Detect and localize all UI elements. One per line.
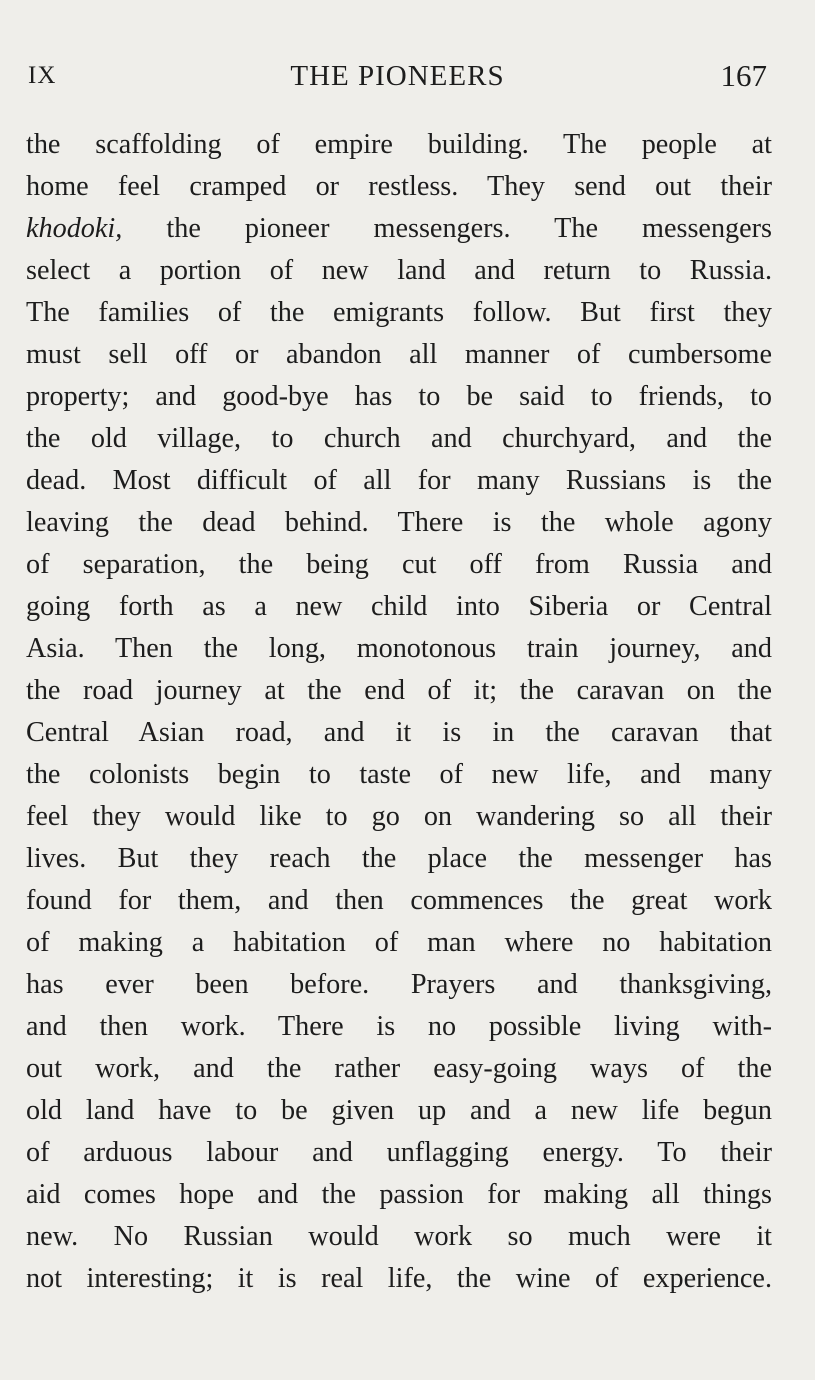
- text-line: not interesting; it is real life, the wine of experience.: [26, 1263, 772, 1294]
- text-line: must sell off or abandon all manner of cumbersome: [26, 339, 772, 370]
- text-line: of making a habitation of man where no habitation: [26, 927, 772, 958]
- chapter-number: IX: [28, 62, 57, 89]
- text-line: property; and good-bye has to be said to friends, to: [26, 381, 772, 412]
- text-line: new. No Russian would work so much were it: [26, 1221, 772, 1252]
- text-line: select a portion of new land and return to Russia.: [26, 255, 772, 286]
- text-line-rest: the pioneer messengers. The messengers: [166, 213, 773, 244]
- body-paragraph: [26, 124, 772, 1300]
- text-line: Central Asian road, and it is in the caravan that: [26, 717, 772, 748]
- text-line: the old village, to church and churchyard, and the: [26, 423, 772, 454]
- text-line: feel they would like to go on wandering so all their: [26, 801, 772, 832]
- text-line: out work, and the rather easy-going ways of the: [26, 1053, 772, 1084]
- text-line: old land have to be given up and a new life begun: [26, 1095, 772, 1126]
- text-line: aid comes hope and the passion for making all things: [26, 1179, 772, 1210]
- running-header: [28, 54, 767, 98]
- text-line: the colonists begin to taste of new life, and many: [26, 759, 772, 790]
- text-line: of separation, the being cut off from Russia and: [26, 549, 772, 580]
- text-line: [26, 208, 772, 250]
- text-line: leaving the dead behind. There is the whole agony: [26, 507, 772, 538]
- running-title: THE PIONEERS: [290, 60, 505, 92]
- italic-term: khodoki,: [26, 213, 123, 244]
- text-line: and then work. There is no possible living with-: [26, 1011, 772, 1042]
- page-number: 167: [720, 58, 767, 93]
- text-line: going forth as a new child into Siberia or Central: [26, 591, 772, 622]
- text-line: The families of the emigrants follow. But first they: [26, 297, 772, 328]
- text-line: home feel cramped or restless. They send out their: [26, 171, 772, 202]
- text-line: the road journey at the end of it; the caravan on the: [26, 675, 772, 706]
- text-line: the scaffolding of empire building. The people at: [26, 129, 772, 160]
- text-line: has ever been before. Prayers and thanksgiving,: [26, 969, 772, 1000]
- text-line: Asia. Then the long, monotonous train journey, and: [26, 633, 772, 664]
- text-line: found for them, and then commences the great work: [26, 885, 772, 916]
- text-line: of arduous labour and unflagging energy. To their: [26, 1137, 772, 1168]
- text-line: lives. But they reach the place the messenger has: [26, 843, 772, 874]
- text-line: dead. Most difficult of all for many Russians is the: [26, 465, 772, 496]
